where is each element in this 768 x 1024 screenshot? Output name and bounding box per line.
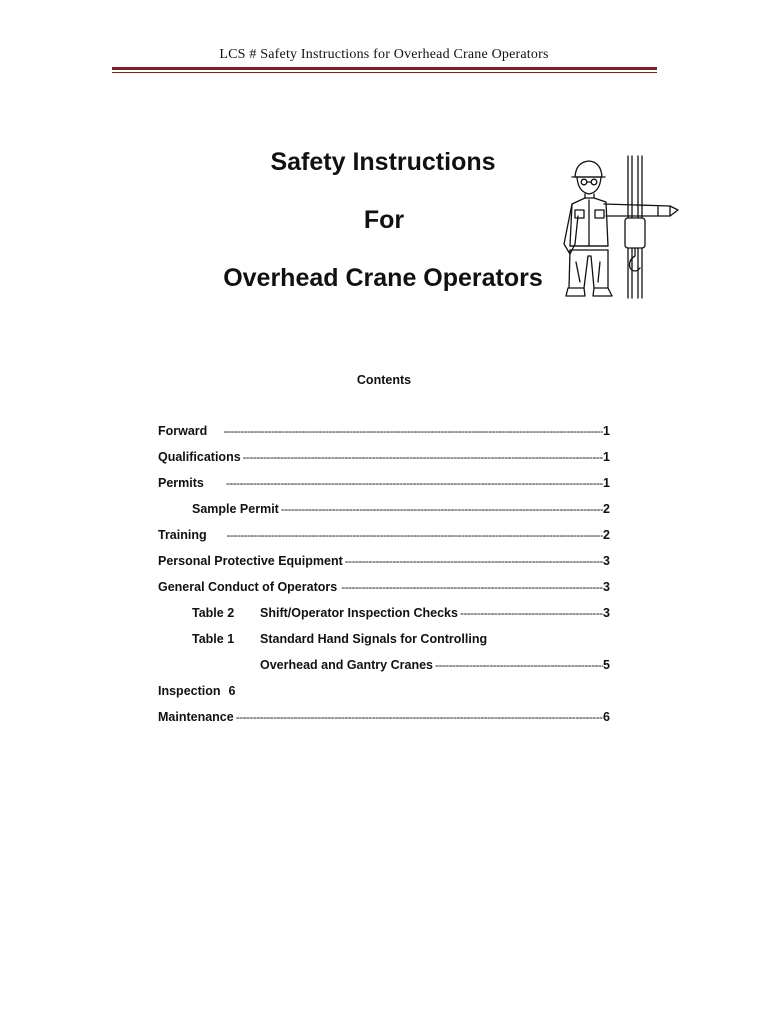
toc-page-number: 2 xyxy=(603,502,610,516)
toc-label: Sample Permit xyxy=(192,502,279,516)
toc-entry-training[interactable] xyxy=(158,528,610,546)
toc-entry-personal-protective-equipment[interactable] xyxy=(158,554,610,572)
toc-leader xyxy=(460,606,603,620)
toc-label: Personal Protective Equipment xyxy=(158,554,343,568)
toc-page-number: 6 xyxy=(228,684,236,698)
toc-entry-permits[interactable] xyxy=(158,476,610,494)
toc-label: Qualifications xyxy=(158,450,241,464)
toc-entry-maintenance[interactable] xyxy=(158,710,610,728)
toc-entry-inspection[interactable] xyxy=(158,684,278,702)
toc-label: Forward xyxy=(158,424,208,438)
toc-leader xyxy=(243,450,603,464)
title-line-2: For xyxy=(363,206,405,234)
toc-entry-table-2[interactable] xyxy=(192,606,610,624)
toc-page-number: 5 xyxy=(603,658,610,672)
crane-signal-worker-illustration xyxy=(558,150,680,300)
contents-heading: Contents xyxy=(356,373,412,387)
toc-title: Standard Hand Signals for Controlling xyxy=(260,632,488,646)
toc-label: Inspection xyxy=(158,684,221,698)
toc-page-number: 6 xyxy=(603,710,610,724)
toc-entry-table-1[interactable] xyxy=(192,632,610,650)
toc-entry-qualifications[interactable] xyxy=(158,450,610,468)
toc-entry-general-conduct[interactable] xyxy=(158,580,610,598)
toc-leader xyxy=(226,476,603,490)
toc-page-number: 3 xyxy=(603,580,610,594)
toc-leader xyxy=(223,424,603,438)
toc-leader xyxy=(341,580,603,594)
toc-page-number: 1 xyxy=(603,476,610,490)
toc-label: Table 1 xyxy=(192,632,235,646)
toc-leader xyxy=(435,658,603,672)
toc-page-number: 3 xyxy=(603,554,610,568)
toc-leader xyxy=(227,528,603,542)
toc-entry-forward[interactable] xyxy=(158,424,610,442)
toc-page-number: 3 xyxy=(603,606,610,620)
toc-label: Table 2 xyxy=(192,606,235,620)
toc-leader xyxy=(345,554,603,568)
toc-page-number: 2 xyxy=(603,528,610,542)
toc-label: General Conduct of Operators xyxy=(158,580,338,594)
toc-title: Shift/Operator Inspection Checks xyxy=(260,606,458,620)
header-text: LCS # Safety Instructions for Overhead Crane Operators xyxy=(219,47,549,62)
toc-leader xyxy=(281,502,603,516)
toc-entry-table-1-continued[interactable] xyxy=(260,658,610,676)
title-line-1: Safety Instructions xyxy=(270,148,496,176)
toc-page-number: 1 xyxy=(603,424,610,438)
header-rule-thin xyxy=(112,72,657,73)
toc-leader xyxy=(236,710,603,724)
toc-entry-sample-permit[interactable] xyxy=(192,502,610,520)
header-rule-thick xyxy=(112,67,657,70)
toc-label: Permits xyxy=(158,476,204,490)
title-line-3: Overhead Crane Operators xyxy=(223,264,543,292)
toc-label: Maintenance xyxy=(158,710,234,724)
toc-page-number: 1 xyxy=(603,450,610,464)
toc-title: Overhead and Gantry Cranes xyxy=(260,658,433,672)
toc-label: Training xyxy=(158,528,207,542)
